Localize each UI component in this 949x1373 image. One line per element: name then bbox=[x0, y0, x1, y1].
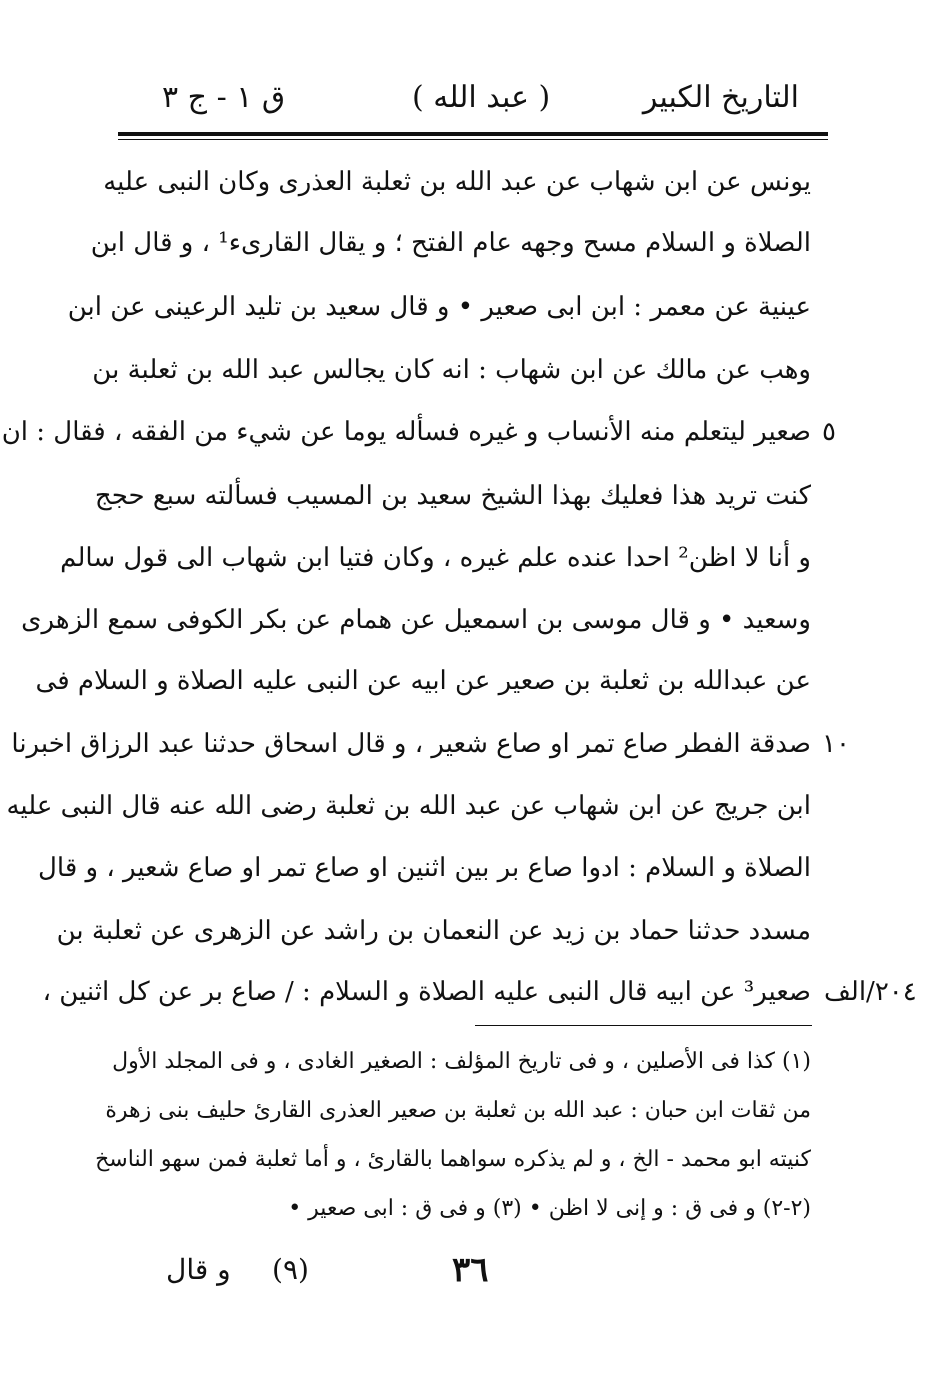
body-line-10: صدقة الفطر صاع تمر او صاع شعير ، و قال اسحاق حدثنا عبد الرزاق اخبرنا bbox=[11, 729, 811, 759]
body-line-2: الصلاة و السلام مسح وجهه عام الفتح ؛ و يقال القارىء¹ ، و قال ابن bbox=[90, 228, 811, 258]
folio-marker: ٢٠٤/الف bbox=[824, 977, 917, 1007]
catchword: و قال bbox=[166, 1253, 231, 1286]
body-line-11: ابن جريج عن ابن شهاب عن عبد الله بن ثعلبة رضى الله عنه قال النبى عليه bbox=[6, 791, 811, 821]
header-rule-thin bbox=[118, 139, 828, 140]
header-rule-thick bbox=[118, 132, 828, 136]
body-line-7: و أنا لا اظن² احدا عنده علم غيره ، وكان فتيا ابن شهاب الى قول سالم bbox=[60, 543, 811, 573]
footnote-line-1: (١) كذا فى الأصلين ، و فى تاريخ المؤلف : الصغير الغادى ، و فى المجلد الأول bbox=[112, 1049, 811, 1074]
page-number: ٣٦ bbox=[452, 1250, 489, 1290]
body-line-14: صعير³ عن ابيه قال النبى عليه الصلاة و السلام : / صاع بر عن كل اثنين ، bbox=[42, 977, 811, 1007]
body-line-12: الصلاة و السلام : ادوا صاع بر بين اثنين او صاع تمر او صاع شعير ، و قال bbox=[38, 853, 811, 883]
body-line-6: كنت تريد هذا فعليك بهذا الشيخ سعيد بن المسيب فسألته سبع حجج bbox=[94, 481, 811, 511]
entry-name: ( عبد الله ) bbox=[412, 80, 551, 115]
footnote-rule bbox=[475, 1025, 812, 1026]
signature-mark: (٩) bbox=[272, 1253, 309, 1286]
body-line-8: وسعيد • و قال موسى بن اسمعيل عن همام عن بكر الكوفى سمع الزهرى bbox=[21, 605, 811, 635]
footnote-line-2: من ثقات ابن حبان : عبد الله بن ثعلبة بن صعير العذرى القارئ حليف بنى زهرة bbox=[105, 1098, 811, 1123]
footnote-line-3: كنيته ابو محمد - الخ ، و لم يذكره سواهما بالقارئ ، و أما ثعلبة فمن سهو الناسخ bbox=[95, 1147, 811, 1172]
line-number-5: ٥ bbox=[822, 417, 836, 447]
body-line-9: عن عبدالله بن ثعلبة بن صعير عن ابيه عن النبى عليه الصلاة و السلام فى bbox=[35, 666, 811, 696]
body-line-3: عينية عن معمر : ابن ابى صعير • و قال سعيد بن تليد الرعينى عن ابن bbox=[67, 292, 811, 322]
footnote-line-4: (٢-٢) و فى ق : و إنى لا اظن • (٣) و فى ق : ابى صعير • bbox=[288, 1196, 811, 1221]
body-line-4: وهب عن مالك عن ابن شهاب : انه كان يجالس عبد الله بن ثعلبة بن bbox=[92, 355, 811, 385]
line-number-10: ١٠ bbox=[822, 729, 850, 759]
volume-label: ق ١ - ج ٣ bbox=[162, 80, 286, 115]
body-line-1: يونس عن ابن شهاب عن عبد الله بن ثعلبة العذرى وكان النبى عليه bbox=[103, 167, 811, 197]
book-title: التاريخ الكبير bbox=[642, 80, 799, 115]
body-line-5: صعير ليتعلم منه الأنساب و غيره فسأله يوما عن شيء من الفقه ، فقال : ان bbox=[1, 417, 811, 447]
body-line-13: مسدد حدثنا حماد بن زيد عن النعمان بن راشد عن الزهرى عن ثعلبة بن bbox=[56, 916, 811, 946]
